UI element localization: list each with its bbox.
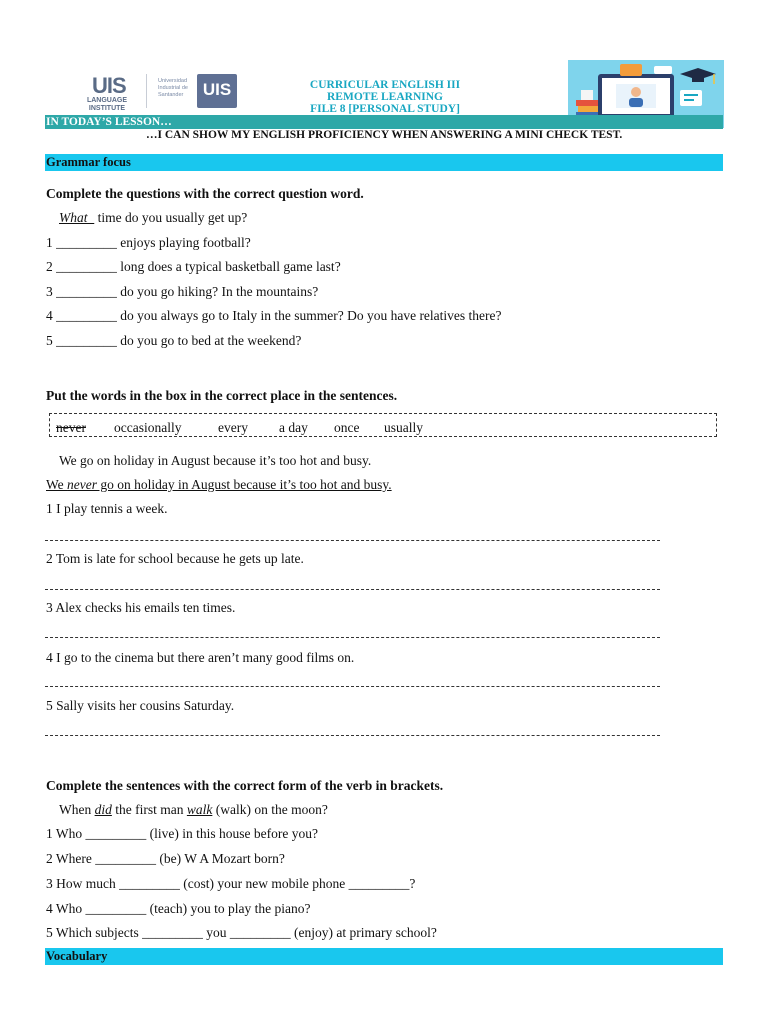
logo-divider	[146, 74, 147, 108]
box-word-usually: usually	[384, 420, 423, 435]
exercise-3-item-5: 5 Which subjects _________ you _________ (enjoy) at primary school?	[46, 925, 437, 940]
ex3-pre: When	[59, 802, 95, 817]
exercise-1-example	[59, 210, 247, 226]
ex3-word-1: did	[94, 802, 112, 817]
answer-post: go on holiday in August because it’s too hot and busy.	[97, 477, 392, 492]
answer-line-2[interactable]	[45, 589, 660, 590]
example-rest: time do you usually get up?	[94, 210, 248, 225]
ex3-word-2: walk	[186, 802, 213, 817]
exercise-2-instruction: Put the words in the box in the correct place in the sentences.	[46, 388, 398, 403]
exercise-1-item-4: 4 _________ do you always go to Italy in the summer? Do you have relatives there?	[46, 308, 502, 323]
exercise-3-example	[59, 802, 328, 818]
box-word-occasionally: occasionally	[114, 420, 182, 435]
exercise-2-item-4: 4 I go to the cinema but there aren’t many good films on.	[46, 650, 355, 665]
box-word-once: once	[334, 420, 360, 435]
answer-line-5[interactable]	[45, 735, 660, 736]
grammar-focus-band	[45, 154, 723, 171]
vocabulary-heading: Vocabulary	[46, 949, 108, 963]
exercise-1-item-1: 1 _________ enjoys playing football?	[46, 235, 251, 250]
header-title-line-2: REMOTE LEARNING	[327, 91, 443, 103]
ex3-post: (walk) on the moon?	[212, 802, 328, 817]
logo-text: UIS	[92, 73, 126, 98]
exercise-2-example-answer	[46, 477, 392, 493]
lesson-goal: …I CAN SHOW MY ENGLISH PROFICIENCY WHEN ANSWERING A MINI CHECK TEST.	[146, 129, 623, 141]
university-seal-icon: UIS	[197, 74, 237, 108]
header-title-line-1: CURRICULAR ENGLISH III	[309, 79, 461, 91]
example-answer: What	[59, 210, 88, 225]
exercise-2-item-3: 3 Alex checks his emails ten times.	[46, 600, 236, 615]
grammar-focus-heading: Grammar focus	[46, 155, 131, 169]
exercise-1-instruction: Complete the questions with the correct question word.	[46, 186, 364, 201]
header-title-line-3: FILE 8 [PERSONAL STUDY]	[310, 103, 460, 115]
box-word-every: every	[218, 420, 248, 435]
answer-line-1[interactable]	[45, 540, 660, 541]
ex3-mid: the first man	[111, 802, 187, 817]
lesson-label: IN TODAY’S LESSON…	[46, 116, 172, 128]
exercise-2-example-sentence: We go on holiday in August because it’s too hot and busy.	[59, 453, 372, 468]
exercise-3-item-3: 3 How much _________ (cost) your new mobile phone _________?	[46, 876, 416, 891]
answer-word: never	[67, 477, 98, 492]
exercise-1-item-2: 2 _________ long does a typical basketball game last?	[46, 259, 341, 274]
exercise-3-item-4: 4 Who _________ (teach) you to play the piano?	[46, 901, 311, 916]
exercise-2-item-1: 1 I play tennis a week.	[46, 501, 168, 516]
answer-line-4[interactable]	[45, 686, 660, 687]
exercise-3-instruction: Complete the sentences with the correct form of the verb in brackets.	[46, 778, 444, 793]
answer-pre: We	[46, 477, 68, 492]
vocabulary-band	[45, 948, 723, 965]
exercise-1-item-5: 5 _________ do you go to bed at the weekend?	[46, 333, 302, 348]
exercise-3-item-1: 1 Who _________ (live) in this house before you?	[46, 826, 318, 841]
exercise-2-item-2: 2 Tom is late for school because he gets up late.	[46, 551, 304, 566]
uis-logo	[76, 73, 138, 111]
box-word-never: never	[56, 420, 86, 435]
exercise-2-item-5: 5 Sally visits her cousins Saturday.	[46, 698, 235, 713]
box-word-a-day: a day	[279, 420, 308, 435]
logo-subtext: LANGUAGE INSTITUTE	[86, 97, 128, 112]
answer-line-3[interactable]	[45, 637, 660, 638]
exercise-1-item-3: 3 _________ do you go hiking? In the mountains?	[46, 284, 319, 299]
university-name: Universidad Industrial de Santander	[158, 78, 188, 98]
exercise-3-item-2: 2 Where _________ (be) W A Mozart born?	[46, 851, 285, 866]
